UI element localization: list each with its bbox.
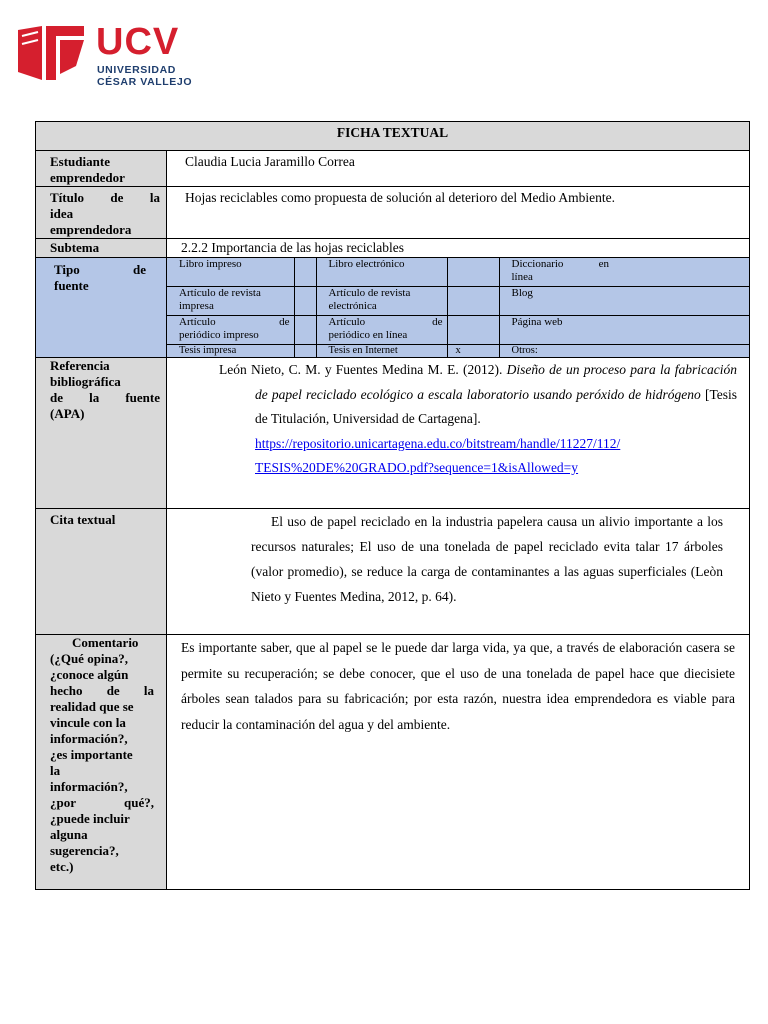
tipo-fuente-label: Tipo de fuente: [36, 258, 167, 358]
titulo-value: Hojas reciclables como propuesta de solución al deterioro del Medio Ambiente.: [167, 187, 750, 239]
referencia-row: [36, 358, 750, 509]
tipo-fuente-row: [36, 258, 750, 358]
referencia-label: Referencia bibliográfica de la fuente (APA): [36, 358, 167, 509]
fuente-tesis-internet-mark: x: [447, 345, 499, 358]
subtema-label: Subtema: [36, 239, 167, 258]
cita-row: [36, 509, 750, 635]
fuente-periodico-linea: Artículo de periódico en línea: [316, 316, 447, 345]
fuente-revista-impresa-check: [294, 287, 316, 316]
fuente-tesis-internet: Tesis en Internet: [316, 345, 447, 358]
logo-university-line: UNIVERSIDAD: [97, 64, 176, 76]
subtema-value: 2.2.2 Importancia de las hojas reciclables: [167, 239, 750, 258]
ficha-textual-table: [35, 121, 750, 890]
fuente-grid: [167, 258, 749, 357]
apa-reference: León Nieto, C. M. y Fuentes Medina M. E. (2012). Diseño de un proceso para la fabricación de papel reciclado ecológico a escala laboratorio usando peróxido de hidrógeno [Tesis de Titulación, Universidad de Cartagena]. https://repositorio.unicartagena.edu.co/bitstream/handle/11227/112/ TESIS%20DE%20GRADO.pdf?sequence=1&isAllowed=y: [167, 358, 737, 481]
subtema-row: [36, 239, 750, 258]
fuente-blog: Blog: [499, 287, 749, 316]
ucv-logo: [16, 21, 193, 88]
cita-value: El uso de papel reciclado en la industria papelera causa un alivio importante a los recursos naturales; El uso de una tonelada de papel reciclado evita talar 17 árboles (valor promedio), se reduce la carga de contaminantes a las aguas superficiales (Leòn Nieto y Fuentes Medina, 2012, p. 64).: [167, 509, 750, 635]
fuente-libro-electronico: Libro electrónico: [316, 258, 447, 287]
fuente-pagina-web: Página web: [499, 316, 749, 345]
fuente-revista-electronica: Artículo de revista electrónica: [316, 287, 447, 316]
logo-acronym: UCV: [96, 21, 180, 63]
ficha-title: FICHA TEXTUAL: [36, 122, 750, 151]
fuente-libro-electronico-check: [447, 258, 499, 287]
fuente-tesis-impresa: Tesis impresa: [167, 345, 294, 358]
reference-title: Diseño de un proceso para la fabricación de papel reciclado ecológico a escala laboratorio usando peróxido de hidrógeno: [255, 362, 737, 402]
estudiante-row: [36, 151, 750, 187]
fuente-row: [167, 287, 749, 316]
cita-label: Cita textual: [36, 509, 167, 635]
comentario-value: Es importante saber, que al papel se le puede dar larga vida, ya que, a través de elaboración casera se permite su recuperación; se debe conocer, que el uso de una tonelada de papel hace que diecisiete árboles sean talados para su fabricación; por esta razón, nuestra idea emprendedora es viable para reducir la contaminación del agua y del ambiente.: [167, 635, 750, 890]
estudiante-label: Estudiante emprendedor: [36, 151, 167, 187]
fuente-tesis-impresa-check: [294, 345, 316, 358]
reference-link-line2[interactable]: TESIS%20DE%20GRADO.pdf?sequence=1&isAllowed=y: [255, 460, 579, 475]
titulo-label: Título de la idea emprendedora: [36, 187, 167, 239]
titulo-row: [36, 187, 750, 239]
fuente-revista-electronica-check: [447, 287, 499, 316]
referencia-value: [167, 358, 750, 509]
fuente-periodico-impreso: Artículo de periódico impreso: [167, 316, 294, 345]
comentario-row: [36, 635, 750, 890]
fuente-row: [167, 345, 749, 358]
fuente-diccionario: Diccionario en línea: [499, 258, 749, 287]
fuente-libro-impreso: Libro impreso: [167, 258, 294, 287]
ucv-shield-icon: [16, 22, 88, 84]
reference-link-line1[interactable]: https://repositorio.unicartagena.edu.co/bitstream/handle/11227/112/: [255, 435, 621, 451]
fuente-revista-impresa: Artículo de revista impresa: [167, 287, 294, 316]
estudiante-value: Claudia Lucia Jaramillo Correa: [167, 151, 750, 187]
fuente-row: [167, 316, 749, 345]
fuente-periodico-linea-check: [447, 316, 499, 345]
fuente-otros: Otros:: [511, 345, 538, 356]
fuente-row: [167, 258, 749, 287]
tipo-fuente-options: [167, 258, 750, 358]
comentario-label: Comentario (¿Qué opina?, ¿conoce algún hecho de la realidad que se vincule con la información?, ¿es importante la información?, ¿por qué?, ¿puede incluir alguna sugerencia?, etc.): [36, 635, 167, 890]
title-row: [36, 122, 750, 151]
fuente-periodico-impreso-check: [294, 316, 316, 345]
fuente-libro-impreso-check: [294, 258, 316, 287]
logo-name-line: CÉSAR VALLEJO: [97, 76, 193, 88]
